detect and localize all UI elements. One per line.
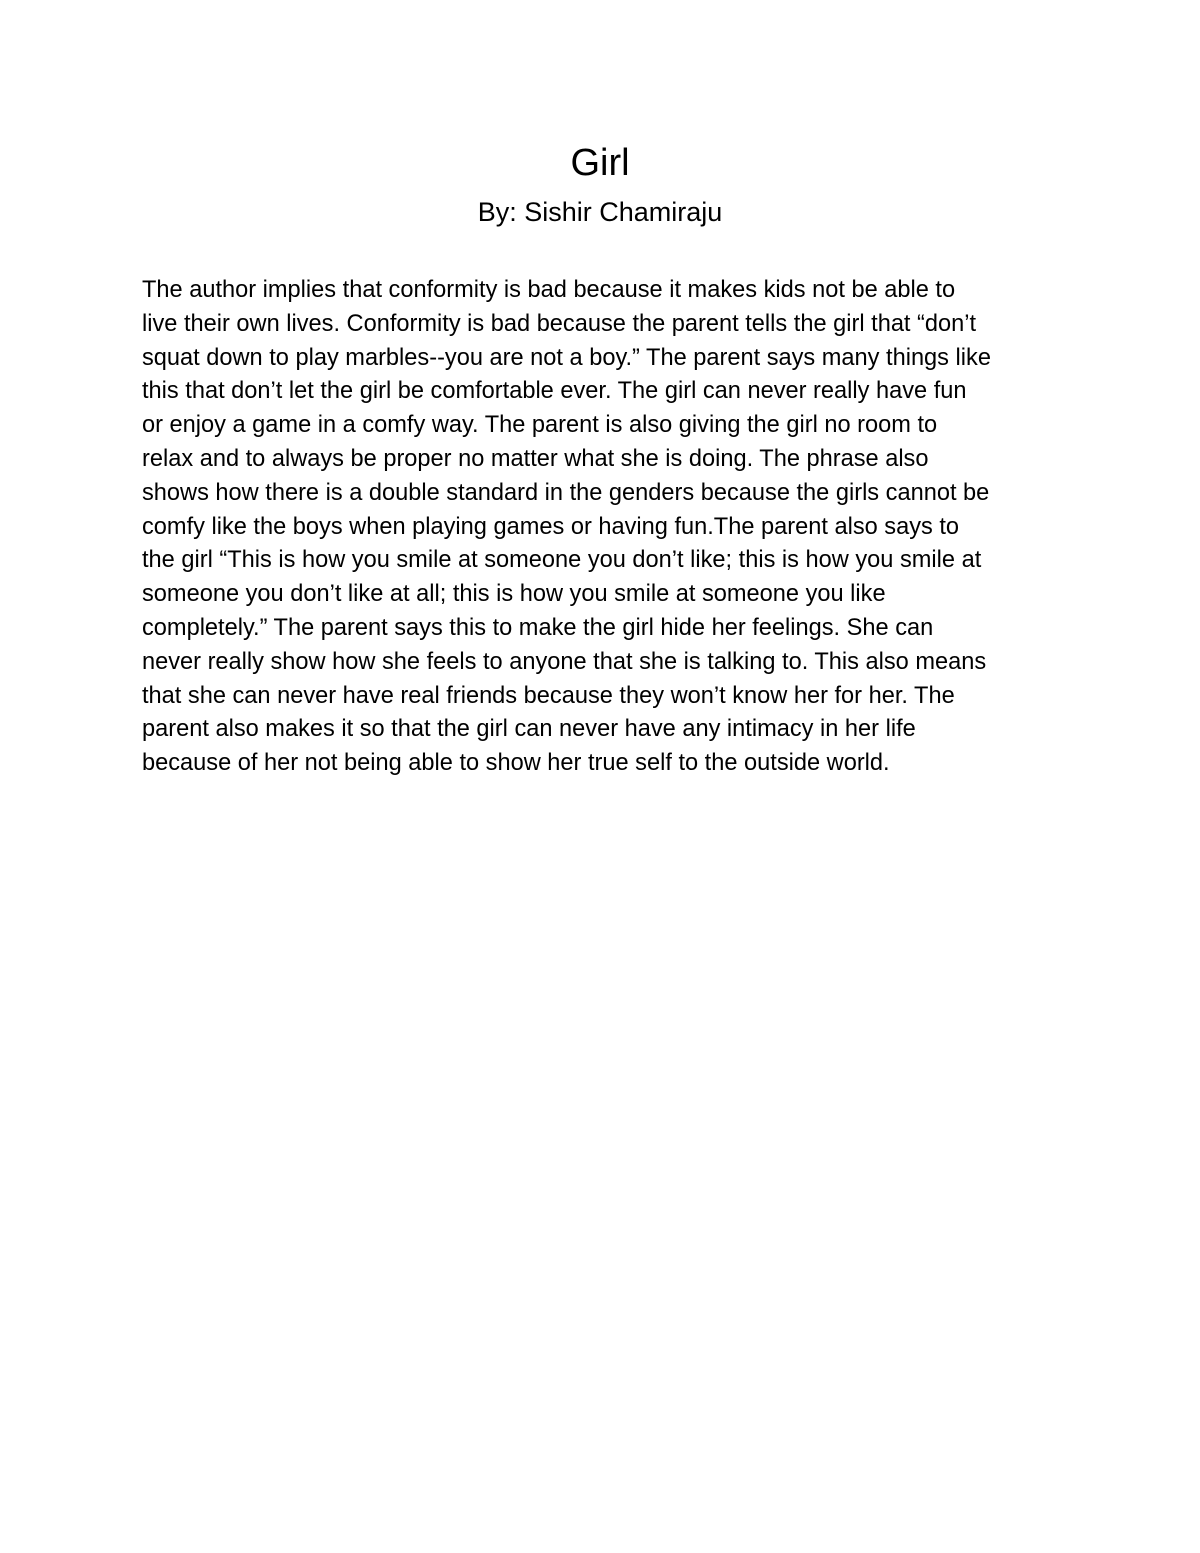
body-line: comfy like the boys when playing games or having fun.The parent also says to xyxy=(142,513,960,540)
body-line: relax and to always be proper no matter what she is doing. The phrase also xyxy=(142,445,929,472)
body-line: live their own lives. Conformity is bad because the parent tells the girl that “don’t xyxy=(142,310,977,337)
body-line: squat down to play marbles--you are not a boy.” The parent says many things like xyxy=(142,344,991,371)
body-line: never really show how she feels to anyone that she is talking to. This also means xyxy=(142,648,987,675)
document-title: Girl xyxy=(570,142,630,184)
body-line: someone you don’t like at all; this is how you smile at someone you like xyxy=(142,581,886,608)
body-line: The author implies that conformity is bad because it makes kids not be able to xyxy=(142,277,956,303)
body-line: completely.” The parent says this to make the girl hide her feelings. She can xyxy=(142,614,934,641)
body-line: this that don’t let the girl be comfortable ever. The girl can never really have fun xyxy=(142,378,967,405)
body-line: or enjoy a game in a comfy way. The parent is also giving the girl no room to xyxy=(142,412,938,439)
body-line: the girl “This is how you smile at someone you don’t like; this is how you smile at xyxy=(142,547,982,574)
body-line: parent also makes it so that the girl can never have any intimacy in her life xyxy=(142,716,916,743)
document-body xyxy=(142,274,1082,781)
document-byline: By: Sishir Chamiraju xyxy=(477,197,723,227)
body-line: because of her not being able to show her true self to the outside world. xyxy=(142,750,890,777)
body-line: that she can never have real friends because they won’t know her for her. The xyxy=(142,682,955,709)
body-line: shows how there is a double standard in the genders because the girls cannot be xyxy=(142,479,990,506)
